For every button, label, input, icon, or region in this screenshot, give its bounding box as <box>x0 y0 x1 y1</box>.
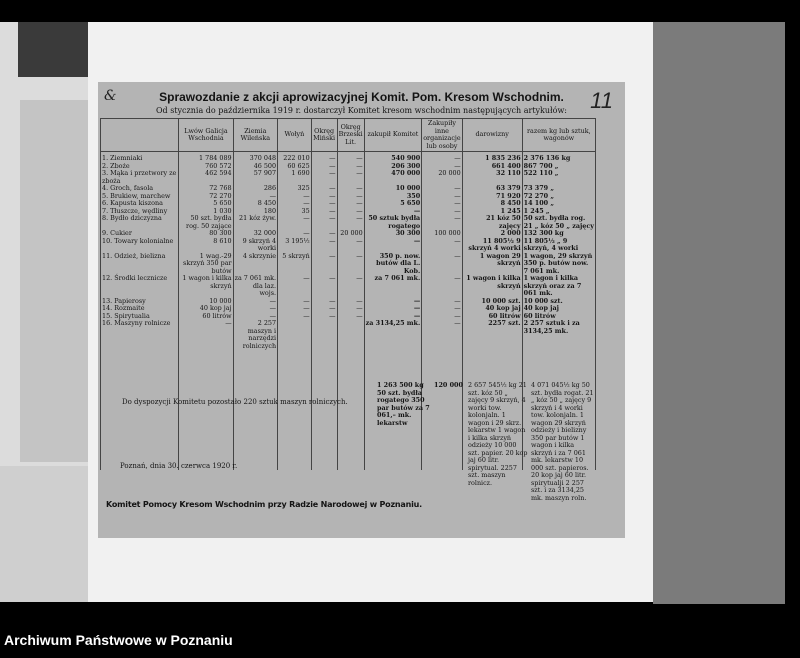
row-label: 9. Cukier <box>101 230 179 238</box>
row-label: 14. Rozmaite <box>101 305 179 313</box>
table-cell: 2 376 136 kg <box>522 152 595 163</box>
table-cell: — <box>278 230 312 238</box>
table-cell: — <box>311 163 337 171</box>
table-cell: — <box>422 215 462 230</box>
table-cell: — <box>422 253 462 276</box>
table-cell: 14 100 „ <box>522 200 595 208</box>
table-cell: — <box>311 215 337 230</box>
table-cell: 522 110 „ <box>522 170 595 185</box>
table-cell: — <box>422 313 462 321</box>
table-cell: 1 wagon, 29 skrzyń 350 p. butów now. 7 061 mk. <box>522 253 595 276</box>
table-cell: 4 skrzynie <box>233 253 277 276</box>
right-gray-panel <box>653 22 785 604</box>
table-cell: 661 400 <box>462 163 522 171</box>
table-row <box>101 185 596 193</box>
row-label: 4. Groch, fasola <box>101 185 179 193</box>
table-cell: — <box>278 215 312 230</box>
table-cell <box>311 320 337 350</box>
table-cell: — <box>278 313 312 321</box>
table-cell: 462 594 <box>179 170 233 185</box>
table-cell: 370 048 <box>233 152 277 163</box>
table-cell: — <box>337 193 364 201</box>
table-row <box>101 230 596 238</box>
row-label: 1. Ziemniaki <box>101 152 179 163</box>
table-cell: — <box>311 253 337 276</box>
table-cell: — <box>364 238 422 253</box>
table-cell: — <box>233 193 277 201</box>
row-label: 5. Brukiew, marchew <box>101 193 179 201</box>
table-cell: 50 szt. bydła rog. 50 zające <box>179 215 233 230</box>
table-cell: — <box>422 275 462 298</box>
table-cell: 11 805½ „ 9 skrzyń, 4 worki <box>522 238 595 253</box>
table-cell: 5 650 <box>364 200 422 208</box>
row-label: 11. Odzież, bielizna <box>101 253 179 276</box>
table-cell: — <box>311 170 337 185</box>
document-subtitle: Od stycznia do października 1919 r. dostarczył Komitet kresom wschodnim następujących artykułów: <box>155 106 568 115</box>
table-cell: — <box>278 298 312 306</box>
table-cell: — <box>422 305 462 313</box>
table-cell: — <box>337 298 364 306</box>
table-cell: — <box>278 305 312 313</box>
table-cell: 60 litrów <box>179 313 233 321</box>
table-cell: 35 <box>278 208 312 216</box>
table-cell: 5 skrzyń <box>278 253 312 276</box>
table-cell <box>337 320 364 350</box>
table-cell: 286 <box>233 185 277 193</box>
table-cell: 3 195½ <box>278 238 312 253</box>
table-cell <box>278 350 312 470</box>
table-cell: za 7 061 mk. dla laz. wojs. <box>234 274 277 297</box>
table-cell: — <box>311 208 337 216</box>
table-header-row <box>101 119 596 152</box>
table-cell <box>311 350 337 470</box>
table-cell: — <box>422 163 462 171</box>
table-header-cell: Zakupiły inne organizacje lub osoby <box>423 119 461 150</box>
table-row <box>101 200 596 208</box>
table-cell: — <box>337 275 364 298</box>
table-cell: — <box>278 200 312 208</box>
table-cell <box>101 350 179 470</box>
table-cell: — <box>364 298 422 306</box>
table-cell: 470 000 <box>364 170 422 185</box>
table-cell: — <box>422 298 462 306</box>
row-label: 8. Bydło dziczyzna <box>101 215 179 230</box>
table-cell: 325 <box>278 185 312 193</box>
table-cell: — <box>311 313 337 321</box>
total-darowizny: 2 657 545½ kg 21 szt. kóz 50 „ zajęcy 9 skrzyń, 4 worki tow. kolonjaln. 1 wagon i 29 skrz. lekarstw 1 wagon i kilka skrzyń odzieży 10 000 szt. papier. 20 kop jaj 60 litr. spirytual. 2257 szt. maszyn rolnicz. <box>468 381 528 487</box>
table-cell: 72 768 <box>179 185 233 193</box>
table-cell: 8 450 <box>462 200 522 208</box>
table-cell: — <box>311 275 337 298</box>
table-cell: 72 270 <box>179 193 233 201</box>
row-label: 7. Tłuszcze, wędliny <box>101 208 179 216</box>
table-cell: 1 wag.-29 skrzyń 350 par butów <box>179 253 233 276</box>
total-razem: 4 071 045½ kg 50 szt. bydła rogat. 21 „ kóz 50 „ zajęcy 9 skrzyń i 4 worki tow. kolonjaln. 1 wagon 29 skrzyń odzieży i bielizny 350 par butów 1 wagon i kilka skrzyń i za 7 061 mk. lekarstw 10 000 szt. papieros. 20 kop jaj 60 litr. spirytualji 2 257 szt. i za 3134,25 mk. maszyn roln. <box>531 381 594 502</box>
table-row <box>101 170 596 185</box>
table-cell: — <box>311 152 337 163</box>
table-cell <box>278 320 312 350</box>
table-cell <box>337 350 364 470</box>
table-cell: 1 784 089 <box>179 152 233 163</box>
table-cell: — <box>422 208 462 216</box>
table-cell: 21 kóz 50 zajęcy <box>462 215 522 230</box>
table-row <box>101 275 596 298</box>
table-cell: 10 000 szt. <box>522 298 595 306</box>
table-cell: 2257 szt. <box>462 320 522 350</box>
table-row <box>101 238 596 253</box>
table-cell: — <box>422 185 462 193</box>
table-cell: — <box>311 298 337 306</box>
table-cell: 32 000 <box>233 230 277 238</box>
table-header-cell: Wołyń <box>278 119 312 152</box>
table-cell <box>179 350 233 470</box>
table-cell: 132 300 kg <box>522 230 595 238</box>
table-cell: 9 skrzyń 4 worki <box>233 238 277 253</box>
table-cell: 2 000 <box>462 230 522 238</box>
dark-tab <box>18 22 90 77</box>
table-cell: 50 sztuk bydła rogatego <box>364 215 422 230</box>
table-cell <box>233 350 277 470</box>
table-cell: 100 000 <box>422 230 462 238</box>
table-cell: — <box>337 215 364 230</box>
table-cell: 20 000 <box>422 170 462 185</box>
table-cell: 1 wagon i kilka skrzyń <box>462 275 522 298</box>
table-cell: 8 450 <box>233 200 277 208</box>
table-cell: — <box>179 320 233 350</box>
table-cell: — <box>337 208 364 216</box>
table-cell: 1 wagon i kilka skrzyń oraz za 7 061 mk. <box>522 275 595 298</box>
table-cell: — <box>337 163 364 171</box>
table-cell: 10 000 szt. <box>462 298 522 306</box>
table-cell: — <box>233 298 277 306</box>
table-cell: — <box>364 208 422 216</box>
table-cell: 2 257 maszyn i narzędzi rolniczych <box>233 320 277 350</box>
table-cell: 867 700 „ <box>522 163 595 171</box>
table-cell: 57 907 <box>233 170 277 185</box>
row-label: 15. Spirytualia <box>101 313 179 321</box>
table-cell: 60 litrów <box>462 313 522 321</box>
table-header-cell: zakupił Komitet <box>364 119 422 152</box>
table-cell: — <box>337 238 364 253</box>
table-cell: — <box>337 253 364 276</box>
table-cell: — <box>311 200 337 208</box>
table-cell: 40 kop jaj <box>179 305 233 313</box>
table-cell: 222 010 <box>278 152 312 163</box>
document-title: Sprawozdanie z akcji aprowizacyjnej Komit. Pom. Kresom Wschodnim. <box>159 90 564 104</box>
table-cell: 63 379 <box>462 185 522 193</box>
table-header-cell: razem kg lub sztuk, wagonów <box>522 119 595 152</box>
table-cell: za 3134,25 mk. <box>364 320 422 350</box>
table-cell: 72 270 „ <box>522 193 595 201</box>
table-cell: 2 257 sztuk i za 3134,25 mk. <box>522 320 595 350</box>
table-header-cell: Okręg Brzeski Lit. <box>337 119 364 152</box>
table-cell: za 7 061 mk. <box>364 275 422 298</box>
table-cell: — <box>278 275 312 298</box>
table-cell: 1 wagon i kilka skrzyń <box>179 275 233 298</box>
table-cell: 73 379 „ <box>522 185 595 193</box>
table-cell: — <box>422 320 462 350</box>
table-cell: 10 000 <box>364 185 422 193</box>
table-cell: 10 000 <box>179 298 233 306</box>
table-header-cell: Okręg Miński <box>311 119 337 152</box>
table-cell: — <box>233 305 277 313</box>
table-cell: — <box>422 238 462 253</box>
archive-slip <box>0 466 102 602</box>
table-cell: 80 300 <box>179 230 233 238</box>
table-cell: 71 920 <box>462 193 522 201</box>
table-row <box>101 215 596 230</box>
table-row <box>101 305 596 313</box>
table-row <box>101 208 596 216</box>
table-cell: 60 625 <box>278 163 312 171</box>
table-header-cell: Lwów Galicja Wschodnia <box>179 119 233 152</box>
table-row <box>101 253 596 276</box>
table-cell: 540 900 <box>364 152 422 163</box>
table-cell: 1 wagon 29 skrzyń <box>462 253 522 276</box>
table-cell: 760 572 <box>179 163 233 171</box>
table-header-cell: darowizny <box>462 119 522 152</box>
table-cell: — <box>422 200 462 208</box>
table-cell: — <box>311 305 337 313</box>
table-cell: 1 030 <box>179 208 233 216</box>
table-cell: — <box>337 305 364 313</box>
table-cell: 21 kóz żyw. <box>233 215 277 230</box>
table-cell: 46 500 <box>233 163 277 171</box>
table-cell: — <box>337 152 364 163</box>
table-cell: — <box>422 193 462 201</box>
table-cell: — <box>337 200 364 208</box>
table-cell: — <box>422 152 462 163</box>
table-cell: 50 szt. bydła rog. 21 „ kóz 50 „ zajęcy <box>523 214 594 230</box>
table-cell: 1 690 <box>278 170 312 185</box>
page-number: 11 <box>590 88 613 113</box>
table-cell: 1 835 236 <box>462 152 522 163</box>
table-cell: 350 p. now. butów dla L. Kob. <box>364 253 422 276</box>
row-label: 12. Środki lecznicze <box>101 275 179 298</box>
table-cell: 20 000 <box>337 230 364 238</box>
row-label: 10. Towary kolonialne <box>101 238 179 253</box>
table-row <box>101 193 596 201</box>
table-header-cell: Ziemia Wileńska <box>233 119 277 152</box>
table-cell: 1 245 „ <box>522 208 595 216</box>
table-header-cell <box>101 119 179 152</box>
table-cell: 32 110 <box>462 170 522 185</box>
table-cell: — <box>278 193 312 201</box>
total-inne: 120 000 <box>434 381 463 389</box>
table-cell: 350 <box>364 193 422 201</box>
table-cell: 11 805½ 9 skrzyń 4 worki <box>462 238 522 253</box>
table-cell: — <box>364 313 422 321</box>
table-row <box>101 152 596 163</box>
table-row <box>101 313 596 321</box>
row-label: 3. Mąka i przetwory ze zboża <box>101 170 179 185</box>
table-cell: 180 <box>233 208 277 216</box>
total-komitet: 1 263 500 kg 50 szt. bydła rogatego 350 par butów za 7 061,– mk. lekarstw <box>377 381 430 427</box>
document-sheet <box>98 82 625 538</box>
table-cell: 40 kop jaj <box>522 305 595 313</box>
table-cell: 8 610 <box>179 238 233 253</box>
table-row <box>101 298 596 306</box>
table-cell: — <box>337 170 364 185</box>
table-cell: 60 litrów <box>522 313 595 321</box>
table-cell: 1 245 <box>462 208 522 216</box>
footnote: Do dyspozycji Komitetu pozostało 220 sztuk maszyn rolniczych. <box>122 398 348 406</box>
table-cell: 5 650 <box>179 200 233 208</box>
archive-caption: Archiwum Państwowe w Poznaniu <box>4 632 233 648</box>
organization-signature: Komitet Pomocy Kresom Wschodnim przy Radzie Narodowej w Poznaniu. <box>106 500 422 509</box>
table-cell: — <box>311 230 337 238</box>
handwritten-mark: & <box>104 88 117 104</box>
table-cell: — <box>311 185 337 193</box>
table-cell: — <box>337 313 364 321</box>
row-label: 6. Kapusta kiszona <box>101 200 179 208</box>
place-date: Poznań, dnia 30. czerwca 1920 r. <box>120 462 238 470</box>
table-row <box>101 320 596 350</box>
table-cell: — <box>233 313 277 321</box>
row-label: 2. Zboże <box>101 163 179 171</box>
row-label: 16. Maszyny rolnicze <box>101 320 179 350</box>
row-label: 13. Papierosy <box>101 298 179 306</box>
table-cell: 40 kop jaj <box>462 305 522 313</box>
table-cell: — <box>311 193 337 201</box>
table-cell: — <box>364 305 422 313</box>
table-cell: — <box>311 238 337 253</box>
table-cell: — <box>337 185 364 193</box>
table-cell: 206 300 <box>364 163 422 171</box>
table-cell: 30 300 <box>364 230 422 238</box>
